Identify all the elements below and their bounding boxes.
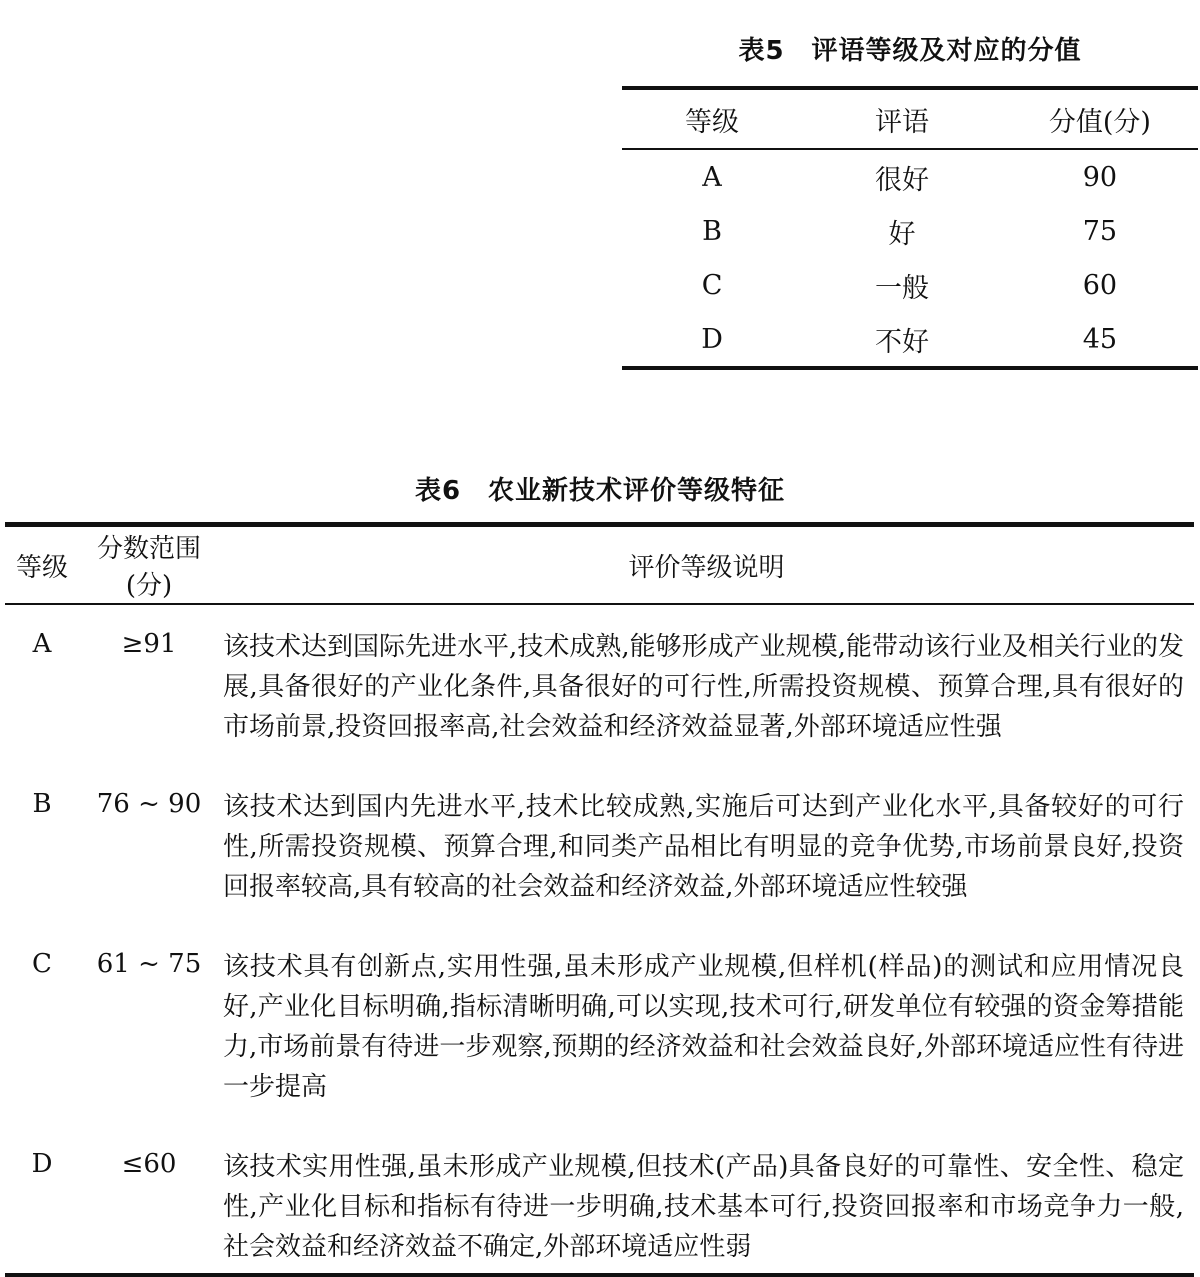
table5-cell-score: 90 xyxy=(1082,161,1118,193)
table5-cell-grade: B xyxy=(702,215,722,247)
table6-header-row xyxy=(5,525,1194,605)
table5-header-comment: 评语 xyxy=(802,88,1002,149)
table6-cell-range: ≤60 xyxy=(79,1125,219,1275)
table6-cell-range: ≥91 xyxy=(121,629,177,659)
table6-cell-description: 该技术具有创新点,实用性强,虽未形成产业规模,但样机(样品)的测试和应用情况良好,产业化目标明确,指标清晰明确,可以实现,技术可行,研发单位有较强的资金筹措能力,市场前景有待进一步观察,预期的经济效益和社会效益良好,外部环境适应性有待进一步提高 xyxy=(223,952,1184,1102)
table5-cell-score: 60 xyxy=(1082,269,1118,301)
table5-header-grade: 等级 xyxy=(622,88,802,149)
table-row xyxy=(622,312,1198,368)
table5-cell-comment: 一般 xyxy=(874,272,929,304)
table5-title: 表5 评语等级及对应的分值 xyxy=(738,36,1082,66)
table5-cell-comment: 很好 xyxy=(874,164,929,196)
table-row xyxy=(5,925,1194,1125)
table5-header-score: 分值(分) xyxy=(1002,88,1198,149)
table6-header-range: 分数范围(分) xyxy=(79,525,219,605)
table6-cell-description: 该技术实用性强,虽未形成产业规模,但技术(产品)具备良好的可靠性、安全性、稳定性,产业化目标和指标有待进一步明确,技术基本可行,投资回报率和市场竞争力一般,社会效益和经济效益不确定,外部环境适应性弱 xyxy=(219,1125,1194,1275)
table5 xyxy=(622,86,1198,370)
table6-cell-range: 61 ~ 75 xyxy=(96,949,202,979)
table6-cell-grade: D xyxy=(5,1125,79,1275)
table6-cell-grade: B xyxy=(32,789,52,819)
table5-header-row xyxy=(622,88,1198,149)
table-row xyxy=(622,149,1198,204)
table-row xyxy=(622,204,1198,258)
table5-cell-comment: 好 xyxy=(888,218,916,250)
table6-title: 表6 农业新技术评价等级特征 xyxy=(414,476,786,506)
table5-cell-grade: D xyxy=(622,312,802,368)
table5-cell-score: 45 xyxy=(1002,312,1198,368)
table6-cell-grade: C xyxy=(32,949,52,979)
table5-cell-grade: C xyxy=(701,269,723,301)
table5-cell-score: 75 xyxy=(1082,215,1118,247)
table5-cell-comment: 不好 xyxy=(802,312,1002,368)
table5-cell-grade: A xyxy=(702,161,722,193)
table-row xyxy=(622,258,1198,312)
table-row xyxy=(5,604,1194,765)
table6-header-description: 评价等级说明 xyxy=(219,525,1194,605)
table6 xyxy=(5,522,1194,1277)
table-row xyxy=(5,765,1194,925)
table6-cell-range: 76 ~ 90 xyxy=(96,789,202,819)
table6-cell-description: 该技术达到国内先进水平,技术比较成熟,实施后可达到产业化水平,具备较好的可行性,所需投资规模、预算合理,和同类产品相比有明显的竞争优势,市场前景良好,投资回报率较高,具有较高的社会效益和经济效益,外部环境适应性较强 xyxy=(223,792,1184,902)
table6-cell-grade: A xyxy=(32,629,52,659)
table6-header-grade: 等级 xyxy=(5,525,79,605)
table-row xyxy=(5,1125,1194,1275)
table6-cell-description: 该技术达到国际先进水平,技术成熟,能够形成产业规模,能带动该行业及相关行业的发展,具备很好的产业化条件,具备很好的可行性,所需投资规模、预算合理,具有很好的市场前景,投资回报率高,社会效益和经济效益显著,外部环境适应性强 xyxy=(223,632,1184,742)
